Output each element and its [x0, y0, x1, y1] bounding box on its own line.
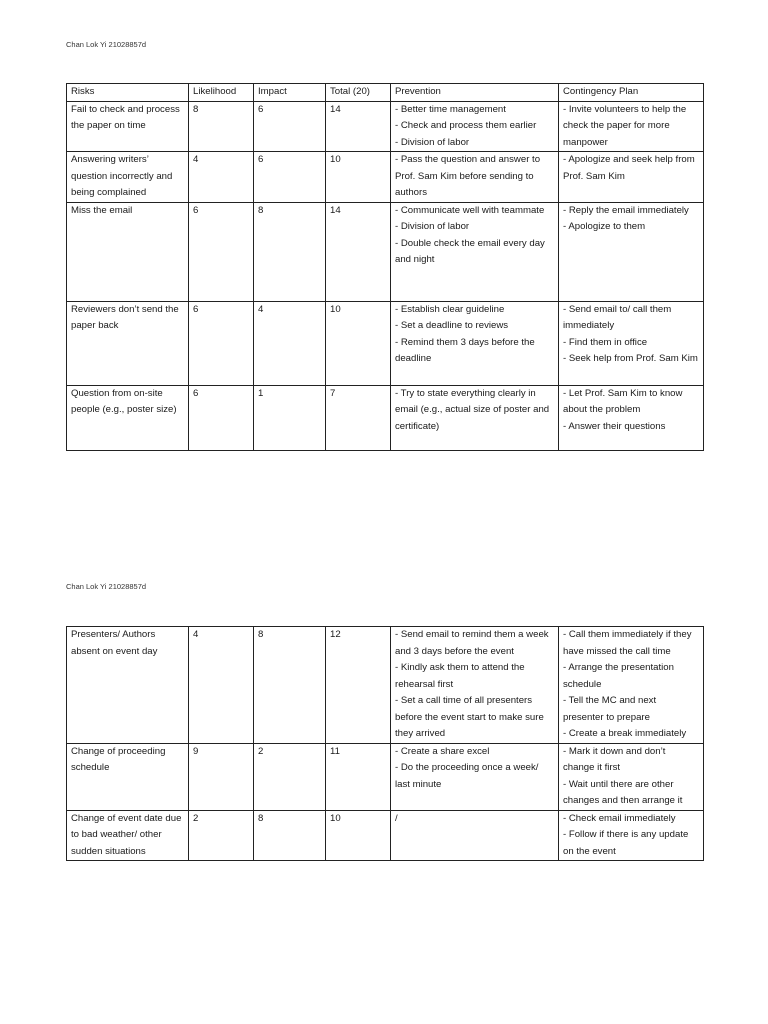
- likelihood-cell: 4: [189, 152, 254, 203]
- prevention-cell: - Better time management - Check and process them earlier - Division of labor: [391, 101, 559, 152]
- risk-cell: Miss the email: [67, 202, 189, 301]
- impact-cell: 2: [254, 743, 326, 810]
- risk-cell: Change of event date due to bad weather/ other sudden situations: [67, 810, 189, 861]
- header-likelihood: Likelihood: [189, 84, 254, 102]
- total-cell: 10: [326, 152, 391, 203]
- total-cell: 10: [326, 810, 391, 861]
- table-row: [67, 385, 704, 450]
- likelihood-cell: 6: [189, 301, 254, 385]
- header-impact: Impact: [254, 84, 326, 102]
- impact-cell: 6: [254, 101, 326, 152]
- risk-table: [66, 83, 704, 451]
- risk-cell: Presenters/ Authors absent on event day: [67, 627, 189, 744]
- total-cell: 14: [326, 101, 391, 152]
- risk-cell: Question from on-site people (e.g., poster size): [67, 385, 189, 450]
- likelihood-cell: 6: [189, 202, 254, 301]
- risk-cell: Change of proceeding schedule: [67, 743, 189, 810]
- risk-cell: Answering writers’ question incorrectly and being complained: [67, 152, 189, 203]
- author-header: Chan Lok Yi 21028857d: [66, 582, 147, 591]
- prevention-cell: - Pass the question and answer to Prof. Sam Kim before sending to authors: [391, 152, 559, 203]
- total-cell: 12: [326, 627, 391, 744]
- table-row: [67, 202, 704, 301]
- prevention-cell: - Try to state everything clearly in email (e.g., actual size of poster and certificate): [391, 385, 559, 450]
- contingency-cell: - Reply the email immediately - Apologize to them: [559, 202, 704, 301]
- likelihood-cell: 4: [189, 627, 254, 744]
- table-row: [67, 101, 704, 152]
- contingency-cell: - Check email immediately - Follow if there is any update on the event: [559, 810, 704, 861]
- likelihood-cell: 9: [189, 743, 254, 810]
- total-cell: 14: [326, 202, 391, 301]
- prevention-cell: - Create a share excel - Do the proceeding once a week/ last minute: [391, 743, 559, 810]
- likelihood-cell: 6: [189, 385, 254, 450]
- table-header-row: [67, 84, 704, 102]
- contingency-cell: - Call them immediately if they have missed the call time - Arrange the presentation schedule - Tell the MC and next presenter to prepare - Create a break immediately: [559, 627, 704, 744]
- contingency-cell: - Invite volunteers to help the check the paper for more manpower: [559, 101, 704, 152]
- likelihood-cell: 2: [189, 810, 254, 861]
- impact-cell: 6: [254, 152, 326, 203]
- risk-cell: Fail to check and process the paper on time: [67, 101, 189, 152]
- table-row: [67, 152, 704, 203]
- table-row: [67, 810, 704, 861]
- contingency-cell: - Let Prof. Sam Kim to know about the problem - Answer their questions: [559, 385, 704, 450]
- total-cell: 10: [326, 301, 391, 385]
- prevention-cell: /: [391, 810, 559, 861]
- impact-cell: 8: [254, 810, 326, 861]
- table-row: [67, 301, 704, 385]
- table-row: [67, 627, 704, 744]
- likelihood-cell: 8: [189, 101, 254, 152]
- impact-cell: 8: [254, 202, 326, 301]
- header-total: Total (20): [326, 84, 391, 102]
- header-risks: Risks: [67, 84, 189, 102]
- risk-table: [66, 626, 704, 861]
- impact-cell: 4: [254, 301, 326, 385]
- author-header: Chan Lok Yi 21028857d: [66, 40, 147, 49]
- impact-cell: 8: [254, 627, 326, 744]
- contingency-cell: - Send email to/ call them immediately - Find them in office - Seek help from Prof. Sam Kim: [559, 301, 704, 385]
- contingency-cell: - Apologize and seek help from Prof. Sam Kim: [559, 152, 704, 203]
- contingency-cell: - Mark it down and don’t change it first - Wait until there are other changes and then arrange it: [559, 743, 704, 810]
- prevention-cell: - Communicate well with teammate - Division of labor - Double check the email every day and night: [391, 202, 559, 301]
- prevention-cell: - Establish clear guideline - Set a deadline to reviews - Remind them 3 days before the deadline: [391, 301, 559, 385]
- table-row: [67, 743, 704, 810]
- total-cell: 7: [326, 385, 391, 450]
- header-prevention: Prevention: [391, 84, 559, 102]
- prevention-cell: - Send email to remind them a week and 3 days before the event - Kindly ask them to attend the rehearsal first - Set a call time of all presenters before the event start to make sure they arrived: [391, 627, 559, 744]
- impact-cell: 1: [254, 385, 326, 450]
- risk-cell: Reviewers don’t send the paper back: [67, 301, 189, 385]
- total-cell: 11: [326, 743, 391, 810]
- header-contingency-plan: Contingency Plan: [559, 84, 704, 102]
